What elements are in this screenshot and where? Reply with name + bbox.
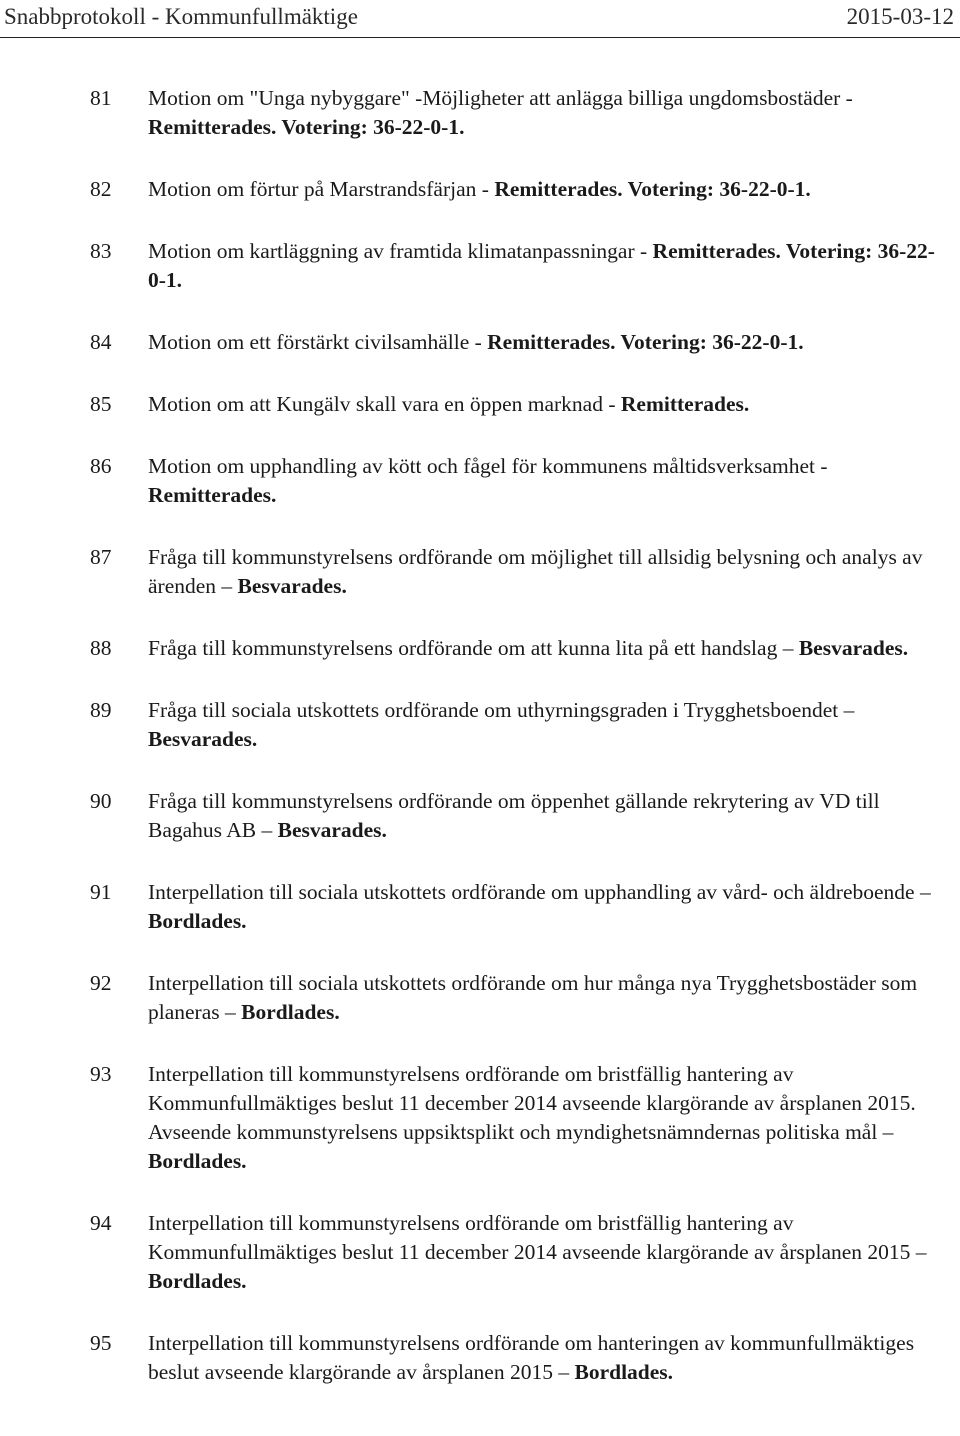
- page-header: [0, 0, 960, 38]
- item-status: Besvarades.: [798, 636, 909, 660]
- item-status: Remitterades. Votering: 36-22-0-1.: [494, 177, 811, 201]
- item-text: [148, 237, 936, 295]
- item-description: Fråga till kommunstyrelsens ordförande om att kunna lita på ett handslag –: [148, 636, 799, 660]
- agenda-item: [0, 175, 960, 204]
- agenda-item: [0, 543, 960, 601]
- item-text: [148, 452, 936, 510]
- item-text: [148, 175, 936, 204]
- item-text: [148, 328, 936, 357]
- item-number: 93: [90, 1062, 112, 1086]
- item-description: Fråga till sociala utskottets ordförande om uthyrningsgraden i Trygghetsboendet –: [148, 698, 855, 722]
- item-description: Motion om kartläggning av framtida klimatanpassningar -: [148, 239, 653, 263]
- item-status: Remitterades. Votering: 36-22-0-1.: [487, 330, 804, 354]
- item-description: Interpellation till kommunstyrelsens ordförande om bristfällig hantering av Kommunfullmäktiges beslut 11 december 2014 avseende klargörande av årsplanen 2015 –: [148, 1211, 927, 1264]
- item-text: [148, 787, 936, 845]
- agenda-item: [0, 969, 960, 1027]
- item-number: 87: [90, 545, 112, 569]
- agenda-item: [0, 634, 960, 663]
- item-status: Remitterades. Votering: 36-22-0-1.: [148, 115, 465, 139]
- item-number: 82: [90, 177, 112, 201]
- item-text: [148, 390, 936, 419]
- item-description: Motion om ett förstärkt civilsamhälle -: [148, 330, 488, 354]
- item-description: Fråga till kommunstyrelsens ordförande om möjlighet till allsidig belysning och analys av ärenden –: [148, 545, 923, 598]
- item-number: 92: [90, 971, 112, 995]
- item-description: Motion om upphandling av kött och fågel för kommunens måltidsverksamhet -: [148, 454, 828, 478]
- item-description: Interpellation till kommunstyrelsens ordförande om hanteringen av kommunfullmäktiges beslut avseende klargörande av årsplanen 2015 –: [148, 1331, 915, 1384]
- item-description: Motion om att Kungälv skall vara en öppen marknad -: [148, 392, 621, 416]
- item-number: 88: [90, 636, 112, 660]
- item-text: [148, 543, 936, 601]
- item-status: Remitterades.: [148, 483, 277, 507]
- agenda-item: [0, 452, 960, 510]
- item-number: 86: [90, 454, 112, 478]
- agenda-list: [0, 84, 960, 1420]
- item-status: Besvarades.: [148, 727, 258, 751]
- item-number: 94: [90, 1211, 112, 1235]
- document-title: Snabbprotokoll - Kommunfullmäktige: [4, 4, 358, 29]
- item-description: Motion om "Unga nybyggare" -Möjligheter att anlägga billiga ungdomsbostäder -: [148, 86, 853, 110]
- item-number: 81: [90, 86, 112, 110]
- item-description: Interpellation till sociala utskottets ordförande om hur många nya Trygghetsbostäder som planeras –: [148, 971, 918, 1024]
- item-text: [148, 84, 936, 142]
- item-number: 90: [90, 789, 112, 813]
- item-text: [148, 634, 936, 663]
- item-text: [148, 969, 936, 1027]
- agenda-item: [0, 696, 960, 754]
- item-status: Remitterades.: [620, 392, 750, 416]
- item-number: 91: [90, 880, 112, 904]
- item-description: Interpellation till sociala utskottets ordförande om upphandling av vård- och äldreboende –: [148, 880, 931, 904]
- agenda-item: [0, 84, 960, 142]
- item-status: Bordlades.: [148, 909, 247, 933]
- item-text: [148, 1209, 936, 1296]
- document-date: 2015-03-12: [846, 4, 954, 29]
- item-description: Fråga till kommunstyrelsens ordförande om öppenhet gällande rekrytering av VD till Bagahus AB –: [148, 789, 880, 842]
- agenda-item: [0, 1060, 960, 1176]
- item-number: 85: [90, 392, 112, 416]
- item-number: 84: [90, 330, 112, 354]
- item-number: 95: [90, 1331, 112, 1355]
- item-status: Besvarades.: [277, 818, 387, 842]
- item-text: [148, 1060, 936, 1176]
- item-status: Bordlades.: [574, 1360, 674, 1384]
- item-number: 89: [90, 698, 112, 722]
- item-status: Bordlades.: [241, 1000, 340, 1024]
- agenda-item: [0, 1329, 960, 1387]
- agenda-item: [0, 237, 960, 295]
- agenda-item: [0, 328, 960, 357]
- item-status: Remitterades. Votering: 36-22-0-1.: [148, 239, 935, 292]
- item-description: Motion om förtur på Marstrandsfärjan -: [148, 177, 495, 201]
- item-status: Bordlades.: [148, 1149, 247, 1173]
- item-number: 83: [90, 239, 112, 263]
- agenda-item: [0, 1209, 960, 1296]
- agenda-item: [0, 878, 960, 936]
- item-text: [148, 696, 936, 754]
- item-description: Interpellation till kommunstyrelsens ordförande om bristfällig hantering av Kommunfullmäktiges beslut 11 december 2014 avseende klargörande av årsplanen 2015. Avseende kommunstyrelsens uppsiktsplikt och myndighetsnämndernas politiska mål –: [148, 1062, 916, 1144]
- item-text: [148, 1329, 936, 1387]
- agenda-item: [0, 390, 960, 419]
- item-text: [148, 878, 936, 936]
- item-status: Bordlades.: [148, 1269, 247, 1293]
- item-status: Besvarades.: [237, 574, 347, 598]
- agenda-item: [0, 787, 960, 845]
